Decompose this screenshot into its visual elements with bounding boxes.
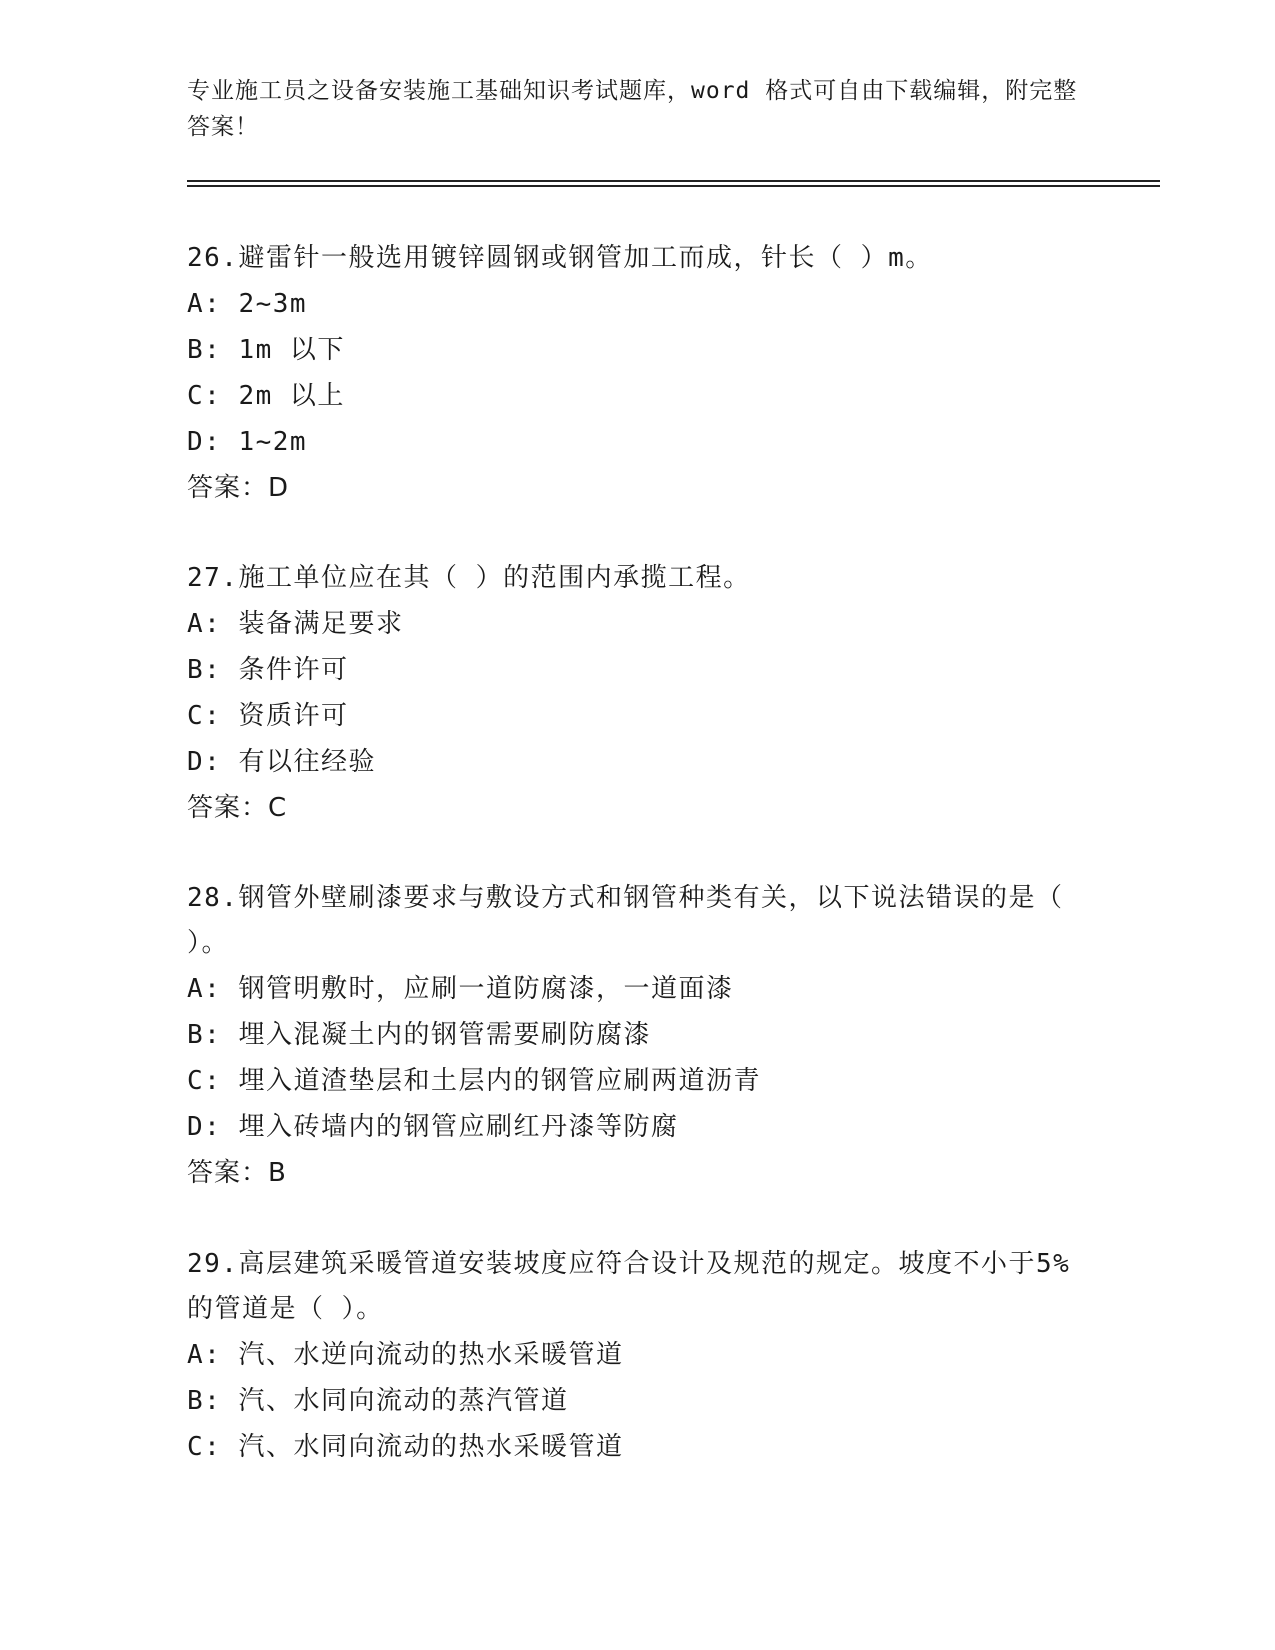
question-stem: 28.钢管外壁刷漆要求与敷设方式和钢管种类有关，以下说法错误的是（ ）。 — [187, 883, 1064, 958]
option-c: C: 资质许可 — [187, 701, 349, 731]
option-a: A: 汽、水逆向流动的热水采暖管道 — [187, 1340, 624, 1370]
option-c: C: 2m 以上 — [187, 381, 345, 411]
option-b: B: 汽、水同向流动的蒸汽管道 — [187, 1386, 569, 1416]
question-27 — [187, 556, 1087, 831]
header-divider-top — [187, 180, 1160, 182]
question-26 — [187, 236, 1087, 511]
answer-line: 答案：B — [187, 1158, 287, 1188]
option-d: D: 有以往经验 — [187, 747, 376, 777]
question-29 — [187, 1242, 1087, 1470]
option-a: A: 钢管明敷时，应刷一道防腐漆，一道面漆 — [187, 974, 734, 1004]
answer-line: 答案：D — [187, 473, 290, 503]
question-stem: 29.高层建筑采暖管道安装坡度应符合设计及规范的规定。坡度不小于5%的管道是（ ）。 — [187, 1249, 1071, 1324]
option-b: B: 埋入混凝土内的钢管需要刷防腐漆 — [187, 1020, 651, 1050]
question-28 — [187, 876, 1087, 1196]
question-stem: 26.避雷针一般选用镀锌圆钢或钢管加工而成，针长（ ）m。 — [187, 243, 933, 273]
document-header: 专业施工员之设备安装施工基础知识考试题库，word 格式可自由下载编辑，附完整答案！ — [187, 78, 1078, 140]
option-c: C: 埋入道渣垫层和土层内的钢管应刷两道沥青 — [187, 1066, 761, 1096]
question-stem: 27.施工单位应在其（ ）的范围内承揽工程。 — [187, 563, 751, 593]
option-a: A: 装备满足要求 — [187, 609, 404, 639]
option-b: B: 条件许可 — [187, 655, 349, 685]
option-a: A: 2~3m — [187, 289, 308, 319]
option-c: C: 汽、水同向流动的热水采暖管道 — [187, 1432, 624, 1462]
option-d: D: 埋入砖墙内的钢管应刷红丹漆等防腐 — [187, 1112, 679, 1142]
header-divider-bottom — [187, 185, 1160, 187]
option-b: B: 1m 以下 — [187, 335, 345, 365]
answer-line: 答案：C — [187, 793, 288, 823]
option-d: D: 1~2m — [187, 427, 308, 457]
